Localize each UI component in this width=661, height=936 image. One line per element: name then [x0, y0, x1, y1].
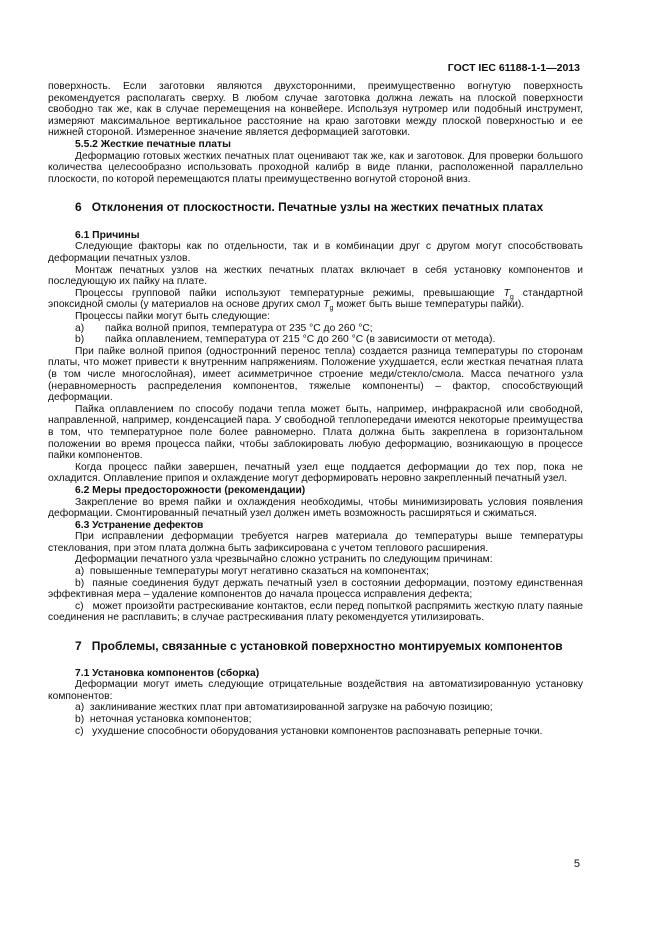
list-item [48, 323, 583, 335]
subsection-heading-7-1: 7.1 Установка компонентов (сборка) [75, 667, 260, 679]
paragraph: Следующие факторы как по отдельности, так и в комбинации друг с другом могут способствовать деформации печатных узлов. [48, 241, 583, 265]
section-heading-7 [48, 640, 583, 654]
list-item [48, 566, 583, 578]
list-item [48, 334, 583, 346]
list-marker: а) [75, 566, 85, 578]
text-run: стандартной эпоксидной смолы (у материалов на основе других смол [48, 287, 583, 311]
list-text: заклинивание жестких плат при автоматизированной загрузке на рабочую позицию; [89, 702, 493, 714]
paragraph: При исправлении деформации требуется нагрев материала до температуры выше температуры стеклования, при этом плата должна быть зафиксирована с учетом теплового расширения. [48, 531, 583, 554]
subscript-g: g [509, 293, 514, 301]
list-text: неточная установка компонентов; [89, 713, 252, 725]
paragraph: Пайка оплавлением по способу подачи тепла может быть, например, инфракрасной или свободной, направленной, например, конденсацией пара. У свободной теплопередачи имеются некоторые преимущества в том, что температурное поле более равномерно. Плата должна быть закреплена в горизонтальном положении во время процесса пайки, чтобы заблокировать любую деформацию, возникающую в процессе пайки компонентов. [48, 403, 583, 462]
list-marker: a) [75, 322, 85, 334]
list-marker: а) [75, 702, 85, 714]
list-marker: c) [75, 725, 84, 737]
paragraph: Процессы пайки могут быть следующие: [75, 311, 270, 322]
text-run: Процессы групповой пайки используют температурные режимы, превышающие [75, 287, 504, 299]
list-item [48, 578, 583, 601]
paragraph: Монтаж печатных узлов на жестких печатных платах включает в себя установку компонентов и последующую их пайку на плате. [48, 264, 583, 288]
subsection-heading-6-3: 6.3 Устранение дефектов [75, 519, 204, 531]
document-header: ГОСТ IEC 61188-1-1—2013 [447, 62, 580, 74]
document-body [48, 81, 583, 737]
list-text: паяные соединения будут держать печатный узел в состоянии деформации, поэтому единственная эффективная мера – удаление компонентов до начала процесса исправления дефекта; [48, 577, 583, 601]
list-item [48, 702, 583, 714]
list-text: ухудшение способности оборудования установки компонентов распознавать реперные точки. [92, 725, 543, 737]
list-text: пайка волной припоя, температура от 235 °С до 260 °С; [105, 322, 373, 334]
subsection-heading-6-2: 6.2 Меры предосторожности (рекомендации) [75, 484, 306, 496]
symbol-t: T [323, 299, 330, 311]
list-marker: b) [75, 713, 85, 725]
paragraph: Закрепление во время пайки и охлаждения необходимы, чтобы минимизировать условия появления деформации. Смонтированный печатный узел должен иметь возможность расширяться и сжиматься. [48, 496, 583, 520]
subscript-g: g [329, 305, 334, 313]
text-run: может быть выше температуры пайки). [333, 299, 525, 311]
list-text: повышенные температуры могут негативно сказаться на компонентах; [89, 566, 429, 578]
section-number: 6 [75, 200, 82, 215]
section-heading-6 [48, 201, 583, 215]
subsection-heading-6-1: 6.1 Причины [75, 229, 140, 241]
list-text: может произойти растрескивание контактов, если перед попыткой распрямить жесткую плату паяные соединения не расплавить; в случае растрескивания плату рекомендуется утилизировать. [48, 600, 583, 624]
list-marker: b) [75, 334, 85, 346]
paragraph: Деформации печатного узла чрезвычайно сложно устранить по следующим причинам: [75, 554, 493, 566]
paragraph: Деформацию готовых жестких печатных плат оценивают так же, как и заготовок. Для проверки большого количества целесообразно использовать проходной калибр в виде планки, расположенной параллельно плоскости, по которой перемещаются платы преимущественно вогнутой стороной вниз. [48, 150, 583, 185]
list-text: пайка оплавлением, температура от 215 °С до 260 °С (в зависимости от метода). [105, 334, 496, 346]
subsection-heading-5-5-2: 5.5.2 Жесткие печатные платы [75, 138, 231, 150]
paragraph: Когда процесс пайки завершен, печатный узел еще поддается деформации до тех пор, пока не охладится. Оплавление припоя и охлаждение могут деформировать неровно закрепленный печатный узел. [48, 461, 583, 485]
section-title: Проблемы, связанные с установкой поверхностно монтируемых компонентов [91, 639, 563, 654]
page-number: 5 [573, 858, 580, 870]
paragraph: Деформации могут иметь следующие отрицательные воздействия на автоматизированную установку компонентов: [48, 679, 583, 702]
section-title: Отклонения от плоскостности. Печатные узлы на жестких печатных платах [91, 200, 544, 215]
paragraph-tg [48, 288, 583, 311]
section-number: 7 [75, 639, 82, 654]
list-item [48, 714, 583, 726]
list-item [48, 726, 583, 738]
paragraph: При пайке волной припоя (одностронний перенос тепла) создается разница температуры по сторонам платы, что может привести к внутренним напряжениям. Положение ухудшается, если жесткая печатная плата (в том числе многослойная), имеет асимметричное строение меди/стекло/смола. Масса печатного узла (неравномерность распределения компонентов, тяжелые компоненты) – фактор, способствующий деформации. [48, 345, 583, 404]
list-marker: c) [75, 600, 84, 612]
list-marker: b) [75, 577, 85, 589]
list-item [48, 601, 583, 624]
paragraph: поверхность. Если заготовки являются двухсторонними, преимущественно вогнутую поверхность рекомендуется располагать сверху. В любом случае заготовка должна лежать на плоской поверхности свободно так же, как в случае перемещения на конвейере. Используя нутромер или подобный инструмент, измеряют максимальное вертикальное расстояние на краю заготовки между плоской поверхностью и ее нижней стороной. Измеренное значение является деформацией заготовки. [48, 81, 583, 139]
symbol-t: T [503, 287, 510, 299]
